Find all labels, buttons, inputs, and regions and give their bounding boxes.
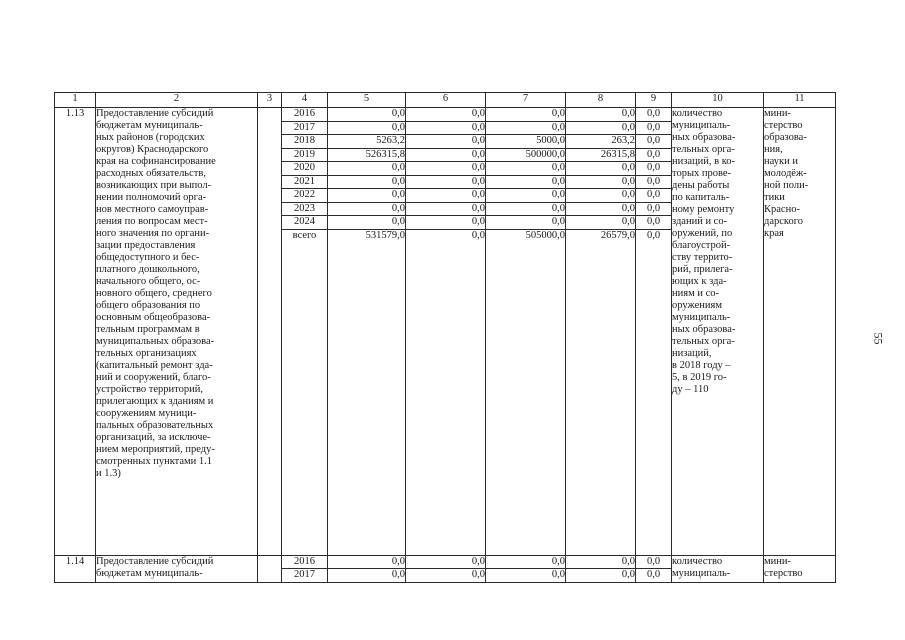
- local-cell: 26579,0: [566, 229, 636, 555]
- result-line: тельных орга-: [672, 144, 735, 155]
- result-line: количество: [672, 108, 723, 119]
- description-line: бюджетам муниципаль-: [96, 567, 203, 579]
- total-cell: 0,0: [328, 202, 406, 216]
- extra-cell: 0,0: [636, 162, 672, 176]
- executor-line: стерство: [764, 120, 803, 131]
- regional-cell: 0,0: [486, 108, 566, 122]
- description-line: Предоставление субсидий: [96, 108, 214, 119]
- year-cell: 2016: [282, 108, 328, 122]
- header-row: [55, 93, 836, 108]
- total-cell: 5263,2: [328, 135, 406, 149]
- federal-cell: 0,0: [406, 202, 486, 216]
- description-line: возникающих при выпол-: [96, 180, 212, 191]
- description-line: ных районов (городских: [96, 132, 205, 143]
- executor-line: Красно-: [764, 204, 800, 215]
- local-cell: 0,0: [566, 121, 636, 135]
- page-number: 55: [871, 332, 886, 345]
- result-line: 5, в 2019 го-: [672, 372, 727, 383]
- table-row: [55, 108, 836, 122]
- header-cell: 11: [764, 93, 836, 108]
- local-cell: 0,0: [566, 216, 636, 230]
- regional-cell: 5000,0: [486, 135, 566, 149]
- header-cell: 4: [282, 93, 328, 108]
- executor-line: мини-: [764, 108, 791, 119]
- year-cell: 2016: [282, 555, 328, 569]
- result-line: муниципаль-: [672, 120, 731, 131]
- result-line: рий, прилега-: [672, 264, 733, 275]
- local-cell: 0,0: [566, 162, 636, 176]
- description-line: и 1.3): [96, 468, 121, 479]
- total-cell: 0,0: [328, 555, 406, 569]
- federal-cell: 0,0: [406, 569, 486, 583]
- result-line: ству террито-: [672, 252, 733, 263]
- total-cell: 0,0: [328, 121, 406, 135]
- result-line: ющих к зда-: [672, 276, 727, 287]
- executor-line: ной поли-: [764, 180, 809, 191]
- description-line: бюджетам муниципаль-: [96, 120, 203, 131]
- description-line: организаций, за исключе-: [96, 432, 211, 443]
- extra-cell: 0,0: [636, 229, 672, 555]
- year-cell: 2017: [282, 121, 328, 135]
- row-number: 1.14: [55, 555, 96, 582]
- result-line: оружений, по: [672, 228, 733, 239]
- executor-line: образова-: [764, 132, 807, 143]
- year-cell: всего: [282, 229, 328, 555]
- description-line: Предоставление субсидий: [96, 555, 214, 567]
- extra-cell: 0,0: [636, 175, 672, 189]
- local-cell: 0,0: [566, 569, 636, 583]
- result-line: ду – 110: [672, 384, 709, 395]
- result-cell: [672, 108, 764, 556]
- result-line: тельных орга-: [672, 336, 735, 347]
- result-line: количество: [672, 555, 723, 567]
- regional-cell: 0,0: [486, 162, 566, 176]
- year-cell: 2024: [282, 216, 328, 230]
- description-line: края на софинансирование: [96, 156, 216, 167]
- row-number: 1.13: [55, 108, 96, 556]
- header-cell: 6: [406, 93, 486, 108]
- extra-cell: 0,0: [636, 121, 672, 135]
- description-line: сооружениям муници-: [96, 408, 197, 419]
- executor-line: ния,: [764, 144, 783, 155]
- executor-line: мини-: [764, 555, 791, 567]
- extra-cell: 0,0: [636, 108, 672, 122]
- blank-cell: [258, 555, 282, 582]
- description-line: нием мероприятий, преду-: [96, 444, 215, 455]
- year-cell: 2020: [282, 162, 328, 176]
- total-cell: 0,0: [328, 216, 406, 230]
- federal-cell: 0,0: [406, 162, 486, 176]
- federal-cell: 0,0: [406, 216, 486, 230]
- year-cell: 2017: [282, 569, 328, 583]
- executor-line: молодёж-: [764, 168, 807, 179]
- result-line: торых прове-: [672, 168, 732, 179]
- result-line: муниципаль-: [672, 312, 731, 323]
- header-cell: 1: [55, 93, 96, 108]
- result-line: по капиталь-: [672, 192, 730, 203]
- total-cell: 0,0: [328, 162, 406, 176]
- local-cell: 0,0: [566, 555, 636, 569]
- description-line: муниципальных образова-: [96, 336, 215, 347]
- executor-line: тики: [764, 192, 785, 203]
- executor-line: стерство: [764, 567, 803, 579]
- year-cell: 2018: [282, 135, 328, 149]
- regional-cell: 0,0: [486, 555, 566, 569]
- federal-cell: 0,0: [406, 555, 486, 569]
- local-cell: 0,0: [566, 108, 636, 122]
- local-cell: 0,0: [566, 175, 636, 189]
- description-line: платного дошкольного,: [96, 264, 200, 275]
- local-cell: 0,0: [566, 202, 636, 216]
- header-cell: 8: [566, 93, 636, 108]
- header-cell: 2: [96, 93, 258, 108]
- description-line: тельным программам в: [96, 324, 200, 335]
- result-line: низаций,: [672, 348, 712, 359]
- regional-cell: 0,0: [486, 569, 566, 583]
- description-line: (капитальный ремонт зда-: [96, 360, 213, 371]
- result-line: зданий и со-: [672, 216, 728, 227]
- header-cell: 7: [486, 93, 566, 108]
- description-line: ного значения по органи-: [96, 228, 210, 239]
- total-cell: 0,0: [328, 189, 406, 203]
- total-cell: 526315,8: [328, 148, 406, 162]
- total-cell: 0,0: [328, 569, 406, 583]
- description-line: прилегающих к зданиям и: [96, 396, 214, 407]
- result-line: ниям и со-: [672, 288, 719, 299]
- result-line: ных образова-: [672, 324, 736, 335]
- executor-line: науки и: [764, 156, 798, 167]
- total-cell: 0,0: [328, 108, 406, 122]
- executor-cell: [764, 108, 836, 556]
- extra-cell: 0,0: [636, 189, 672, 203]
- description-line: пальных образовательных: [96, 420, 214, 431]
- header-cell: 3: [258, 93, 282, 108]
- description-line: тельных организациях: [96, 348, 197, 359]
- header-cell: 5: [328, 93, 406, 108]
- year-cell: 2022: [282, 189, 328, 203]
- executor-line: края: [764, 228, 784, 239]
- regional-cell: 0,0: [486, 189, 566, 203]
- extra-cell: 0,0: [636, 569, 672, 583]
- description-line: расходных обязательств,: [96, 168, 206, 179]
- local-cell: 26315,8: [566, 148, 636, 162]
- blank-cell: [258, 108, 282, 556]
- regional-cell: 505000,0: [486, 229, 566, 555]
- header-cell: 9: [636, 93, 672, 108]
- extra-cell: 0,0: [636, 148, 672, 162]
- extra-cell: 0,0: [636, 135, 672, 149]
- description-line: основным общеобразова-: [96, 312, 211, 323]
- regional-cell: 0,0: [486, 216, 566, 230]
- regional-cell: 0,0: [486, 121, 566, 135]
- description-line: ний и сооружений, благо-: [96, 372, 211, 383]
- description-line: общедоступного и бес-: [96, 252, 200, 263]
- result-cell: [672, 555, 764, 582]
- description-line: новного общего, среднего: [96, 288, 212, 299]
- description-line: округов) Краснодарского: [96, 144, 209, 155]
- description-line: зации предоставления: [96, 240, 196, 251]
- result-line: в 2018 году –: [672, 360, 731, 371]
- result-line: низаций, в ко-: [672, 156, 736, 167]
- description-line: смотренных пунктами 1.1: [96, 456, 213, 467]
- federal-cell: 0,0: [406, 135, 486, 149]
- regional-cell: 0,0: [486, 202, 566, 216]
- description-line: ления по вопросам мест-: [96, 216, 208, 227]
- local-cell: 0,0: [566, 189, 636, 203]
- description-cell: [96, 555, 258, 582]
- table-row: [55, 555, 836, 569]
- header-cell: 10: [672, 93, 764, 108]
- description-line: начального общего, ос-: [96, 276, 201, 287]
- executor-line: дарского: [764, 216, 804, 227]
- program-table: [54, 92, 836, 583]
- description-line: устройство территорий,: [96, 384, 203, 395]
- federal-cell: 0,0: [406, 175, 486, 189]
- year-cell: 2023: [282, 202, 328, 216]
- total-cell: 0,0: [328, 175, 406, 189]
- federal-cell: 0,0: [406, 229, 486, 555]
- year-cell: 2019: [282, 148, 328, 162]
- description-cell: [96, 108, 258, 556]
- description-line: нов местного самоуправ-: [96, 204, 209, 215]
- extra-cell: 0,0: [636, 202, 672, 216]
- total-cell: 531579,0: [328, 229, 406, 555]
- extra-cell: 0,0: [636, 216, 672, 230]
- federal-cell: 0,0: [406, 121, 486, 135]
- regional-cell: 500000,0: [486, 148, 566, 162]
- federal-cell: 0,0: [406, 108, 486, 122]
- result-line: благоустрой-: [672, 240, 731, 251]
- regional-cell: 0,0: [486, 175, 566, 189]
- federal-cell: 0,0: [406, 148, 486, 162]
- result-line: ному ремонту: [672, 204, 735, 215]
- result-line: дены работы: [672, 180, 730, 191]
- local-cell: 263,2: [566, 135, 636, 149]
- result-line: оружениям: [672, 300, 722, 311]
- description-line: общего образования по: [96, 300, 201, 311]
- description-line: нении полномочий орга-: [96, 192, 207, 203]
- federal-cell: 0,0: [406, 189, 486, 203]
- year-cell: 2021: [282, 175, 328, 189]
- executor-cell: [764, 555, 836, 582]
- extra-cell: 0,0: [636, 555, 672, 569]
- result-line: ных образова-: [672, 132, 736, 143]
- result-line: муниципаль-: [672, 567, 731, 579]
